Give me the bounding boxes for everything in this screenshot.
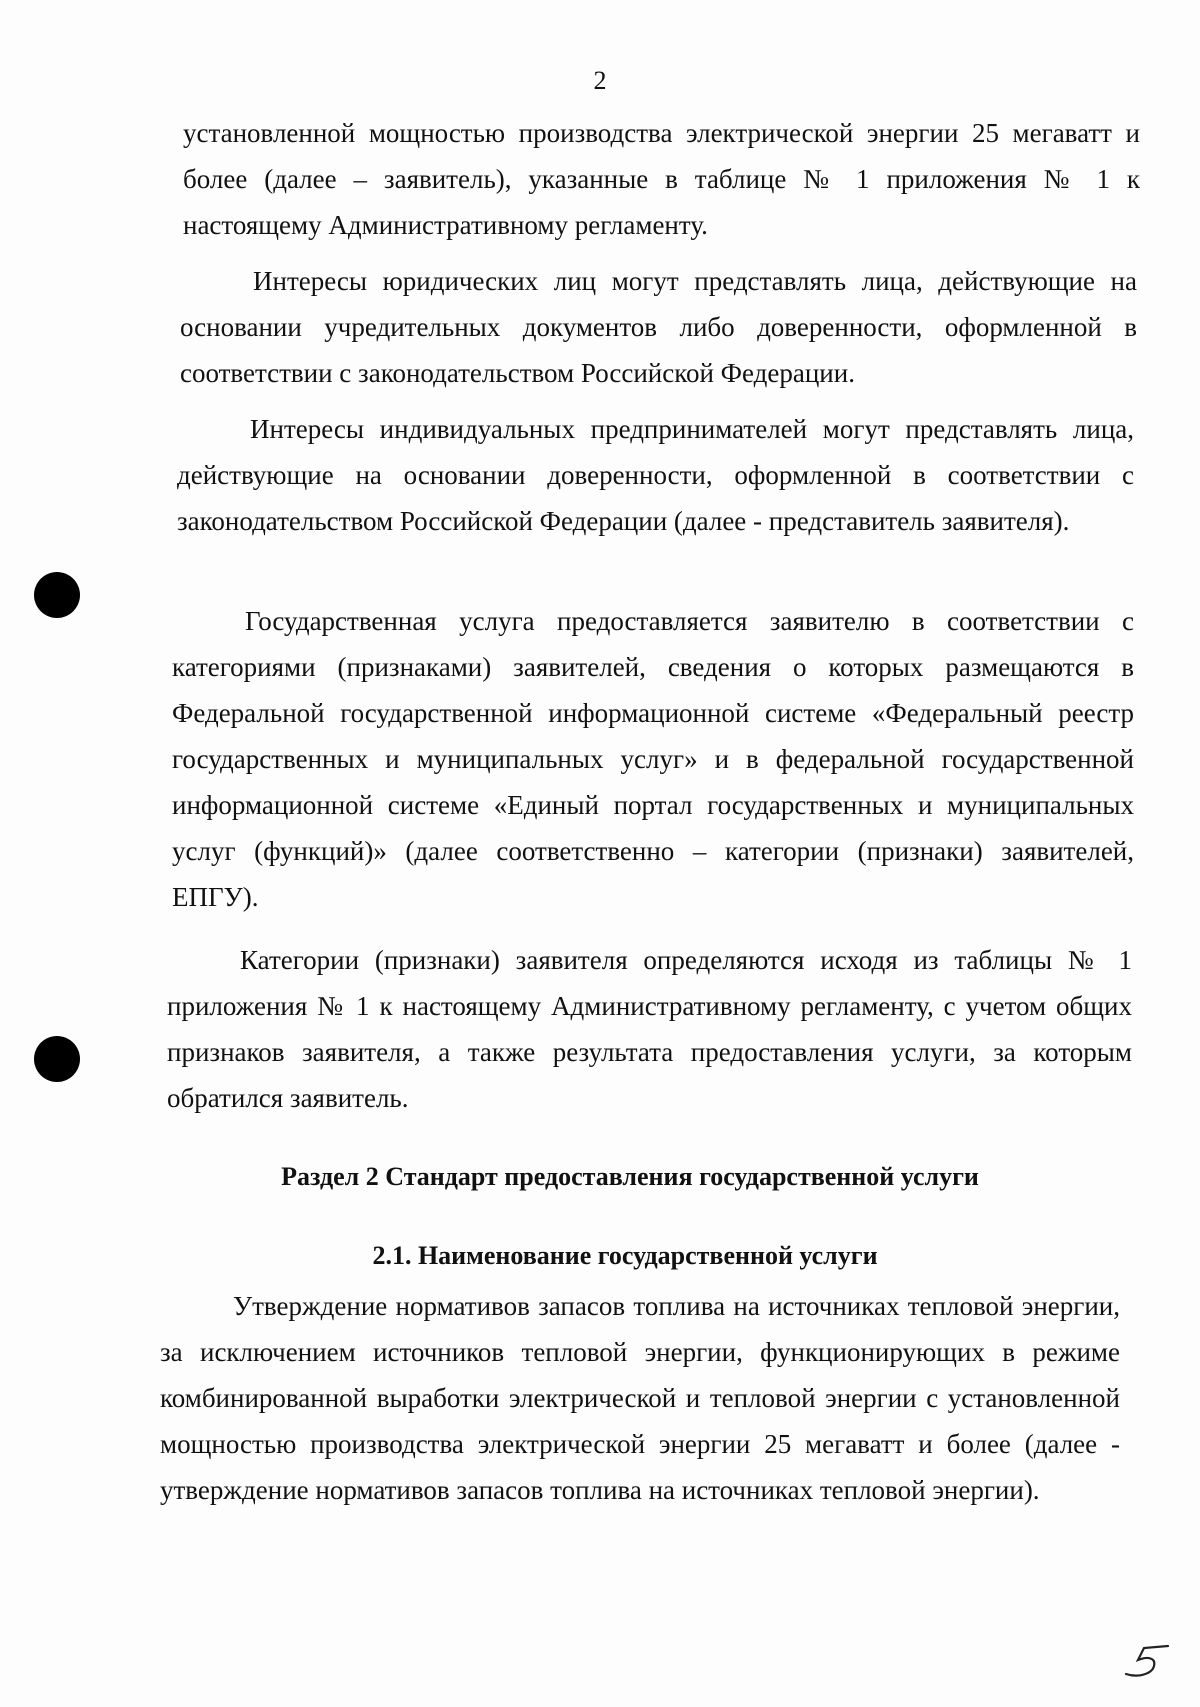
section-heading: Раздел 2 Стандарт предоставления государственной услуги xyxy=(281,1162,979,1191)
punch-hole xyxy=(34,572,80,618)
punch-hole xyxy=(34,1036,80,1082)
paragraph: установленной мощностью производства электрической энергии 25 мегаватт и более (далее – заявитель), указанные в таблице № 1 приложения № 1 к настоящему Административному регламенту. xyxy=(183,118,1140,240)
paragraph: Государственная услуга предоставляется заявителю в соответствии с категориями (признаками) заявителей, сведения о которых размещаются в Федеральной государственной информационной системе «Федеральный реестр государственных и муниципальных услуг» и в федеральной государственной информационной системе «Единый портал государственных и муниципальных услуг (функций)» (далее соответственно – категории (признаки) заявителей, ЕПГУ). xyxy=(172,606,1134,912)
handwritten-mark-icon xyxy=(1116,1640,1176,1680)
paragraph: Интересы индивидуальных предпринимателей могут представлять лица, действующие на основании доверенности, оформленной в соответствии с законодательством Российской Федерации (далее - представитель заявителя). xyxy=(177,414,1134,536)
paragraph: Утверждение нормативов запасов топлива на источниках тепловой энергии, за исключением источников тепловой энергии, функционирующих в режиме комбинированной выработки электрической и тепловой энергии с установленной мощностью производства электрической энергии 25 мегаватт и более (далее - утверждение нормативов запасов топлива на источниках тепловой энергии). xyxy=(160,1291,1120,1505)
paragraph: Категории (признаки) заявителя определяются исходя из таблицы № 1 приложения № 1 к настоящему Административному регламенту, с учетом общих признаков заявителя, а также результата предоставления услуги, за которым обратился заявитель. xyxy=(167,945,1132,1113)
paragraph: Интересы юридических лиц могут представлять лица, действующие на основании учредительных документов либо доверенности, оформленной в соответствии с законодательством Российской Федерации. xyxy=(180,266,1137,388)
page-number: 2 xyxy=(593,66,607,95)
subsection-heading: 2.1. Наименование государственной услуги xyxy=(372,1241,878,1270)
